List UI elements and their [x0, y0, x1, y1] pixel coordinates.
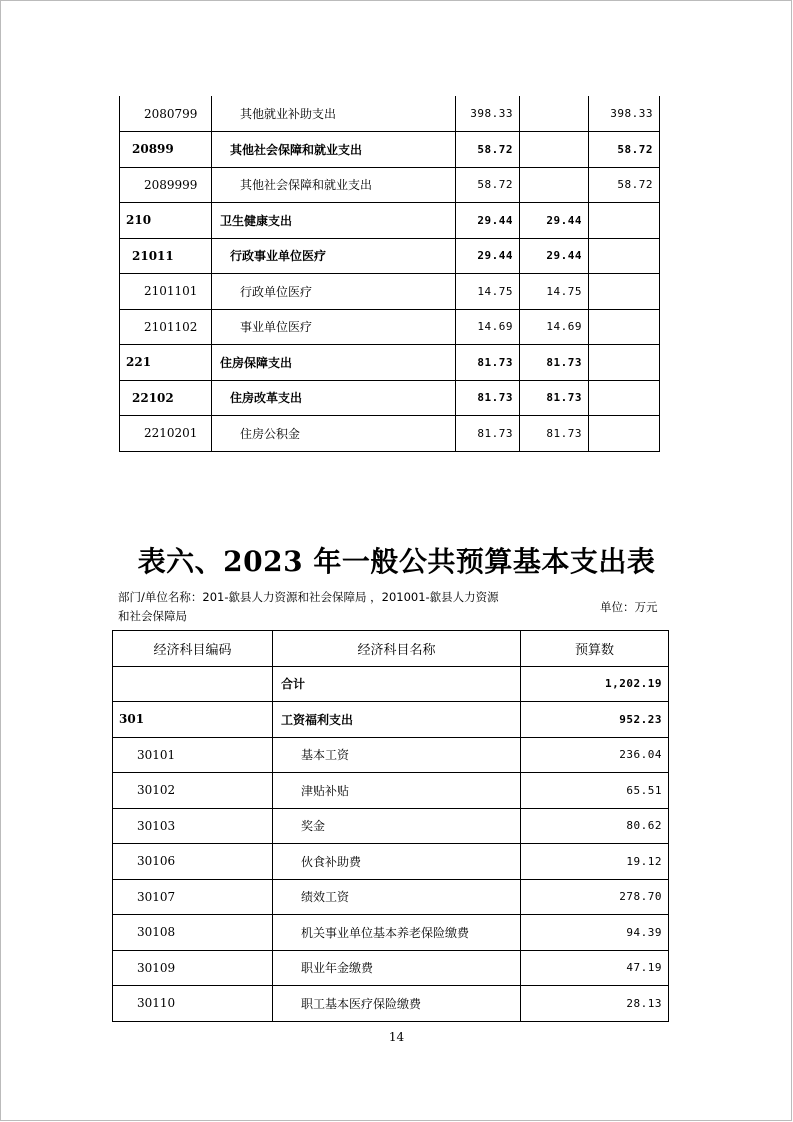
row-project: [589, 345, 660, 381]
table-row: [120, 309, 660, 345]
row-total: 29.44: [456, 203, 520, 239]
table-row: [113, 666, 669, 702]
row-name: 奖金: [273, 808, 521, 844]
row-basic: [520, 96, 589, 132]
row-name: 住房公积金: [212, 416, 456, 452]
row-code: 2210201: [120, 416, 212, 452]
row-basic: 14.75: [520, 274, 589, 310]
row-name: 卫生健康支出: [212, 203, 456, 239]
table-header-row: [113, 631, 669, 667]
row-name: 工资福利支出: [273, 702, 521, 738]
page-title: 表六、2023 年一般公共预算基本支出表: [137, 545, 656, 578]
row-name: 职工基本医疗保险缴费: [273, 986, 521, 1022]
row-name: 行政单位医疗: [212, 274, 456, 310]
row-code: 2101102: [120, 309, 212, 345]
row-project: 58.72: [589, 132, 660, 168]
table-row: [113, 808, 669, 844]
table-row: [120, 203, 660, 239]
row-basic: 81.73: [520, 416, 589, 452]
row-code: 221: [120, 345, 212, 381]
row-name: 伙食补助费: [273, 844, 521, 880]
row-name: 合计: [273, 666, 521, 702]
row-basic: 81.73: [520, 380, 589, 416]
row-total: 14.75: [456, 274, 520, 310]
basic-expenditure-table: [112, 630, 669, 1022]
row-amount: 65.51: [521, 773, 669, 809]
row-code: 22102: [120, 380, 212, 416]
row-code: 20899: [120, 132, 212, 168]
row-total: 81.73: [456, 416, 520, 452]
row-total: 58.72: [456, 167, 520, 203]
row-project: [589, 380, 660, 416]
row-project: 398.33: [589, 96, 660, 132]
row-name: 绩效工资: [273, 879, 521, 915]
row-code: 30109: [113, 950, 273, 986]
row-amount: 28.13: [521, 986, 669, 1022]
table-row: [113, 915, 669, 951]
row-total: 81.73: [456, 380, 520, 416]
row-total: 29.44: [456, 238, 520, 274]
unit-label: 单位：万元: [600, 600, 658, 614]
row-code: 30103: [113, 808, 273, 844]
row-project: [589, 309, 660, 345]
row-total: 58.72: [456, 132, 520, 168]
row-basic: 81.73: [520, 345, 589, 381]
row-amount: 1,202.19: [521, 666, 669, 702]
table-row: [120, 167, 660, 203]
row-project: 58.72: [589, 167, 660, 203]
row-total: 398.33: [456, 96, 520, 132]
row-name: 住房保障支出: [212, 345, 456, 381]
row-name: 事业单位医疗: [212, 309, 456, 345]
row-code: 2080799: [120, 96, 212, 132]
table-row: [120, 96, 660, 132]
page-number: 14: [388, 1030, 405, 1044]
row-amount: 278.70: [521, 879, 669, 915]
table-row: [120, 345, 660, 381]
table-row: [113, 773, 669, 809]
row-code: [113, 666, 273, 702]
row-name: 其他社会保障和就业支出: [212, 132, 456, 168]
row-project: [589, 238, 660, 274]
row-name: 其他社会保障和就业支出: [212, 167, 456, 203]
row-total: 81.73: [456, 345, 520, 381]
row-basic: 14.69: [520, 309, 589, 345]
row-basic: 29.44: [520, 238, 589, 274]
header-amount: 预算数: [521, 631, 669, 667]
table-row: [113, 986, 669, 1022]
table-row: [120, 238, 660, 274]
row-code: 30108: [113, 915, 273, 951]
row-code: 30107: [113, 879, 273, 915]
row-amount: 952.23: [521, 702, 669, 738]
table-row: [120, 132, 660, 168]
row-basic: [520, 167, 589, 203]
department-line-2: 和社会保障局: [118, 609, 187, 623]
table-row: [120, 416, 660, 452]
row-basic: [520, 132, 589, 168]
row-project: [589, 203, 660, 239]
table-row: [120, 380, 660, 416]
row-basic: 29.44: [520, 203, 589, 239]
row-amount: 80.62: [521, 808, 669, 844]
department-info: [118, 588, 538, 626]
row-total: 14.69: [456, 309, 520, 345]
row-code: 210: [120, 203, 212, 239]
row-amount: 236.04: [521, 737, 669, 773]
table-row: [120, 274, 660, 310]
row-name: 职业年金缴费: [273, 950, 521, 986]
row-name: 其他就业补助支出: [212, 96, 456, 132]
table-row: [113, 950, 669, 986]
row-name: 行政事业单位医疗: [212, 238, 456, 274]
table-row: [113, 737, 669, 773]
header-code: 经济科目编码: [113, 631, 273, 667]
table-row: [113, 702, 669, 738]
expenditure-function-table: [119, 96, 660, 452]
table-row: [113, 844, 669, 880]
row-code: 30106: [113, 844, 273, 880]
row-code: 30110: [113, 986, 273, 1022]
row-code: 30101: [113, 737, 273, 773]
row-name: 基本工资: [273, 737, 521, 773]
row-amount: 94.39: [521, 915, 669, 951]
row-code: 21011: [120, 238, 212, 274]
row-code: 301: [113, 702, 273, 738]
row-project: [589, 274, 660, 310]
row-name: 机关事业单位基本养老保险缴费: [273, 915, 521, 951]
row-amount: 47.19: [521, 950, 669, 986]
row-amount: 19.12: [521, 844, 669, 880]
row-code: 30102: [113, 773, 273, 809]
department-line-1: 部门/单位名称：201-歙县人力资源和社会保障局 ，201001-歙县人力资源: [118, 590, 499, 604]
header-name: 经济科目名称: [273, 631, 521, 667]
row-code: 2089999: [120, 167, 212, 203]
row-project: [589, 416, 660, 452]
table-row: [113, 879, 669, 915]
row-code: 2101101: [120, 274, 212, 310]
row-name: 住房改革支出: [212, 380, 456, 416]
row-name: 津贴补贴: [273, 773, 521, 809]
